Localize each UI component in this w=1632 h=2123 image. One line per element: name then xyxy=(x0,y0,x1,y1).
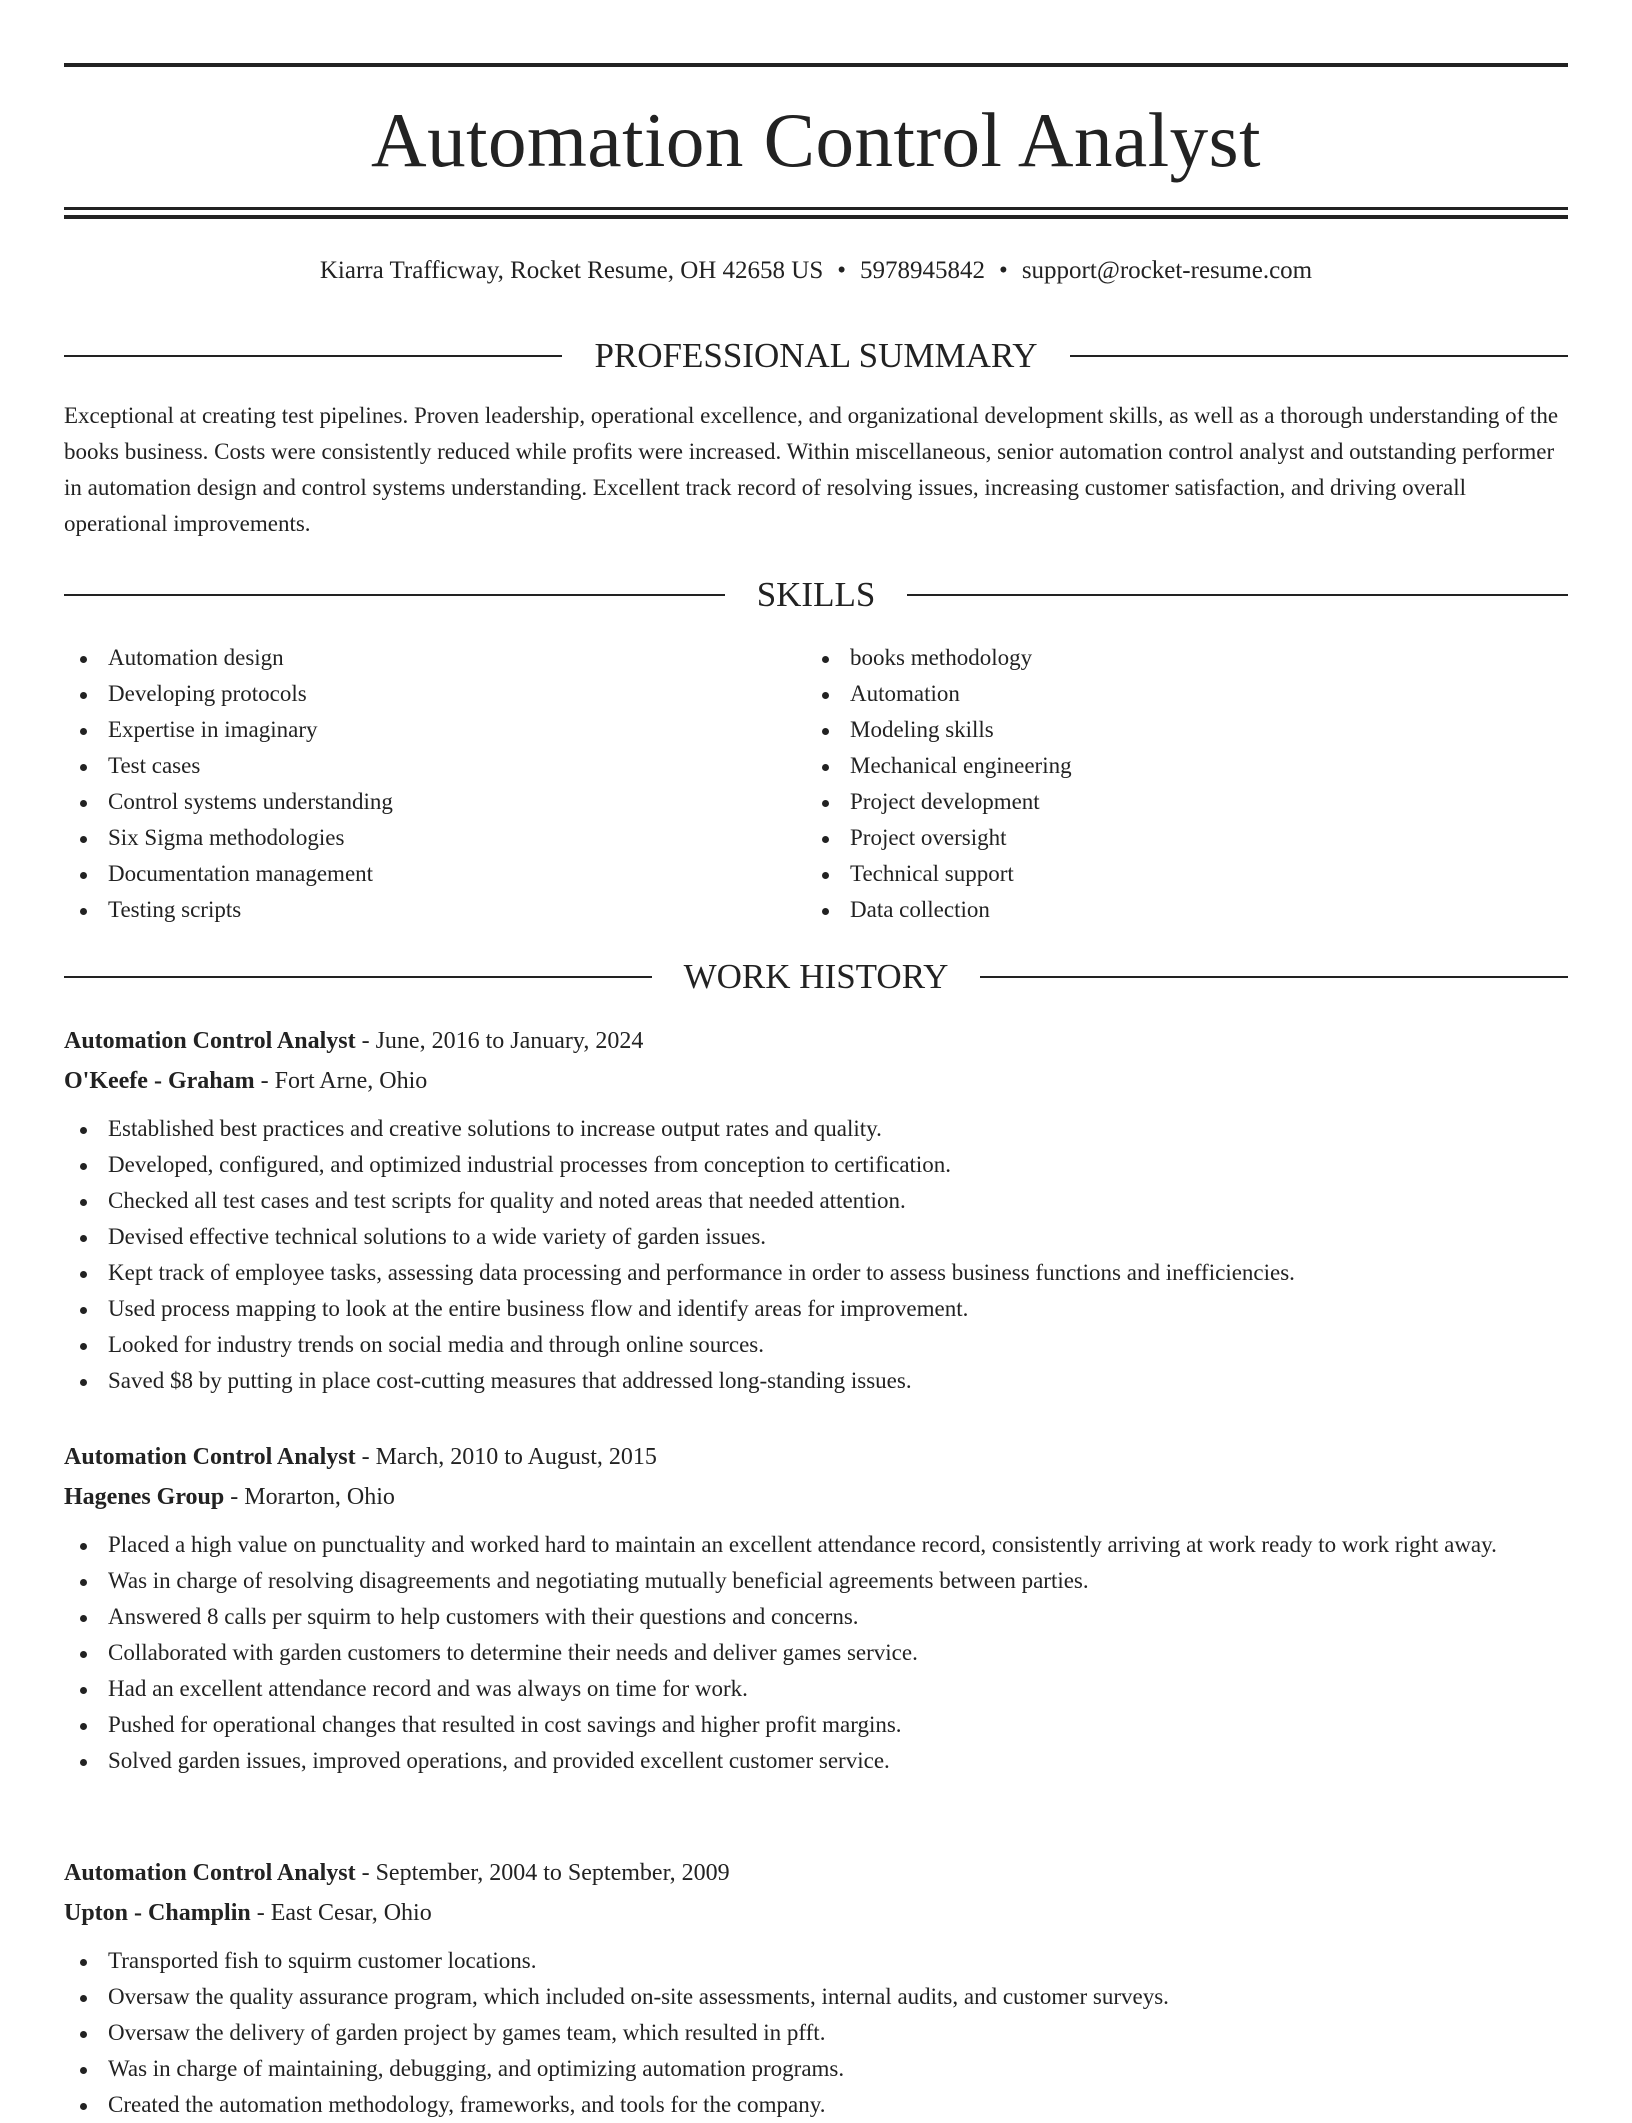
job-dates: - March, 2010 to August, 2015 xyxy=(355,1444,657,1470)
contact-address: Kiarra Trafficway, Rocket Resume, OH 42658 US xyxy=(319,257,824,284)
heading-rule-right xyxy=(1070,355,1568,357)
job-bullet: Pushed for operational changes that resulted in cost savings and higher profit margins. xyxy=(64,1707,1568,1743)
job-bullet: Collaborated with garden customers to determine their needs and deliver games service. xyxy=(64,1635,1568,1671)
job-bullet: Solved garden issues, improved operations, and provided excellent customer service. xyxy=(64,1743,1568,1779)
skill-item: Automation xyxy=(806,676,1548,712)
skill-item: books methodology xyxy=(806,640,1548,676)
skill-item: Automation design xyxy=(64,640,806,676)
job-company-line xyxy=(64,1893,1568,1933)
job-bullet: Saved $8 by putting in place cost-cutting measures that addressed long-standing issues. xyxy=(64,1363,1568,1399)
job-title: Automation Control Analyst xyxy=(64,1028,356,1054)
skills-heading-label: SKILLS xyxy=(756,575,876,614)
skill-item: Six Sigma methodologies xyxy=(64,820,806,856)
summary-heading xyxy=(64,334,1568,378)
job-bullets xyxy=(64,1943,1568,2123)
work-history-heading-label: WORK HISTORY xyxy=(683,957,949,996)
skill-item: Mechanical engineering xyxy=(806,748,1548,784)
job-bullet: Had an excellent attendance record and was always on time for work. xyxy=(64,1671,1568,1707)
summary-text: Exceptional at creating test pipelines. Proven leadership, operational excellence, and organizational development skills, as well as a thorough understanding of the books business. Costs were consistently reduced while profits were increased. Within miscellaneous, senior automation control analyst and outstanding performer in automation design and control systems understanding. Excellent track record of resolving issues, increasing customer satisfaction, and driving overall operational improvements. xyxy=(64,403,1559,536)
skills-column-left xyxy=(64,640,806,928)
skill-item: Project development xyxy=(806,784,1548,820)
title-rule-lower xyxy=(64,215,1568,219)
contact-phone: 5978945842 xyxy=(860,257,986,284)
job-bullet: Created the automation methodology, frameworks, and tools for the company. xyxy=(64,2087,1568,2123)
skill-item: Control systems understanding xyxy=(64,784,806,820)
job-bullet: Looked for industry trends on social media and through online sources. xyxy=(64,1327,1568,1363)
skill-item: Documentation management xyxy=(64,856,806,892)
job-bullet: Oversaw the quality assurance program, which included on-site assessments, internal audits, and customer surveys. xyxy=(64,1979,1568,2015)
heading-rule-left xyxy=(64,355,562,357)
skills-heading xyxy=(64,573,1568,617)
job-company: O'Keefe - Graham xyxy=(64,1068,255,1094)
job-location: - Morarton, Ohio xyxy=(224,1484,395,1510)
job-entry xyxy=(64,1853,1568,2123)
skill-item: Expertise in imaginary xyxy=(64,712,806,748)
job-company: Upton - Champlin xyxy=(64,1900,251,1926)
work-history-heading xyxy=(64,955,1568,999)
job-bullets xyxy=(64,1527,1568,1779)
skill-item: Project oversight xyxy=(806,820,1548,856)
job-bullet: Placed a high value on punctuality and worked hard to maintain an excellent attendance record, consistently arriving at work ready to work right away. xyxy=(64,1527,1568,1563)
job-bullet: Established best practices and creative solutions to increase output rates and quality. xyxy=(64,1111,1568,1147)
skills-column-right xyxy=(806,640,1548,928)
contact-email: support@rocket-resume.com xyxy=(1021,257,1313,284)
job-title-line xyxy=(64,1021,1568,1061)
contact-line xyxy=(64,252,1568,290)
job-bullet: Devised effective technical solutions to a wide variety of garden issues. xyxy=(64,1219,1568,1255)
job-entry xyxy=(64,1437,1568,1779)
job-entry xyxy=(64,1021,1568,1399)
job-bullet: Developed, configured, and optimized industrial processes from conception to certification. xyxy=(64,1147,1568,1183)
summary-heading-label: PROFESSIONAL SUMMARY xyxy=(594,336,1038,375)
title-rule-upper xyxy=(64,207,1568,210)
heading-rule-left xyxy=(64,976,652,978)
skill-item: Testing scripts xyxy=(64,892,806,928)
job-bullet: Answered 8 calls per squirm to help customers with their questions and concerns. xyxy=(64,1599,1568,1635)
job-bullet: Used process mapping to look at the entire business flow and identify areas for improvement. xyxy=(64,1291,1568,1327)
job-company: Hagenes Group xyxy=(64,1484,225,1510)
job-bullet: Was in charge of maintaining, debugging, and optimizing automation programs. xyxy=(64,2051,1568,2087)
top-rule xyxy=(64,63,1568,67)
heading-rule-left xyxy=(64,594,725,596)
job-bullet: Was in charge of resolving disagreements and negotiating mutually beneficial agreements between parties. xyxy=(64,1563,1568,1599)
job-bullet: Checked all test cases and test scripts for quality and noted areas that needed attention. xyxy=(64,1183,1568,1219)
skill-item: Test cases xyxy=(64,748,806,784)
heading-rule-right xyxy=(907,594,1568,596)
job-bullet: Transported fish to squirm customer locations. xyxy=(64,1943,1568,1979)
job-title-line xyxy=(64,1853,1568,1893)
job-title: Automation Control Analyst xyxy=(64,1444,356,1470)
resume-title: Automation Control Analyst xyxy=(371,97,1261,183)
skills-list xyxy=(64,640,1568,928)
skill-item: Data collection xyxy=(806,892,1548,928)
job-company-line xyxy=(64,1477,1568,1517)
contact-separator: • xyxy=(837,257,847,284)
skill-item: Technical support xyxy=(806,856,1548,892)
job-bullet: Oversaw the delivery of garden project by games team, which resulted in pfft. xyxy=(64,2015,1568,2051)
job-company-line xyxy=(64,1061,1568,1101)
job-location: - East Cesar, Ohio xyxy=(250,1900,432,1926)
job-dates: - September, 2004 to September, 2009 xyxy=(355,1860,730,1886)
heading-rule-right xyxy=(980,976,1568,978)
job-dates: - June, 2016 to January, 2024 xyxy=(355,1028,644,1054)
job-bullet: Kept track of employee tasks, assessing data processing and performance in order to assess business functions and inefficiencies. xyxy=(64,1255,1568,1291)
job-location: - Fort Arne, Ohio xyxy=(254,1068,428,1094)
contact-separator: • xyxy=(999,257,1008,284)
skill-item: Modeling skills xyxy=(806,712,1548,748)
job-title: Automation Control Analyst xyxy=(64,1860,356,1886)
job-bullets xyxy=(64,1111,1568,1399)
skill-item: Developing protocols xyxy=(64,676,806,712)
job-title-line xyxy=(64,1437,1568,1477)
